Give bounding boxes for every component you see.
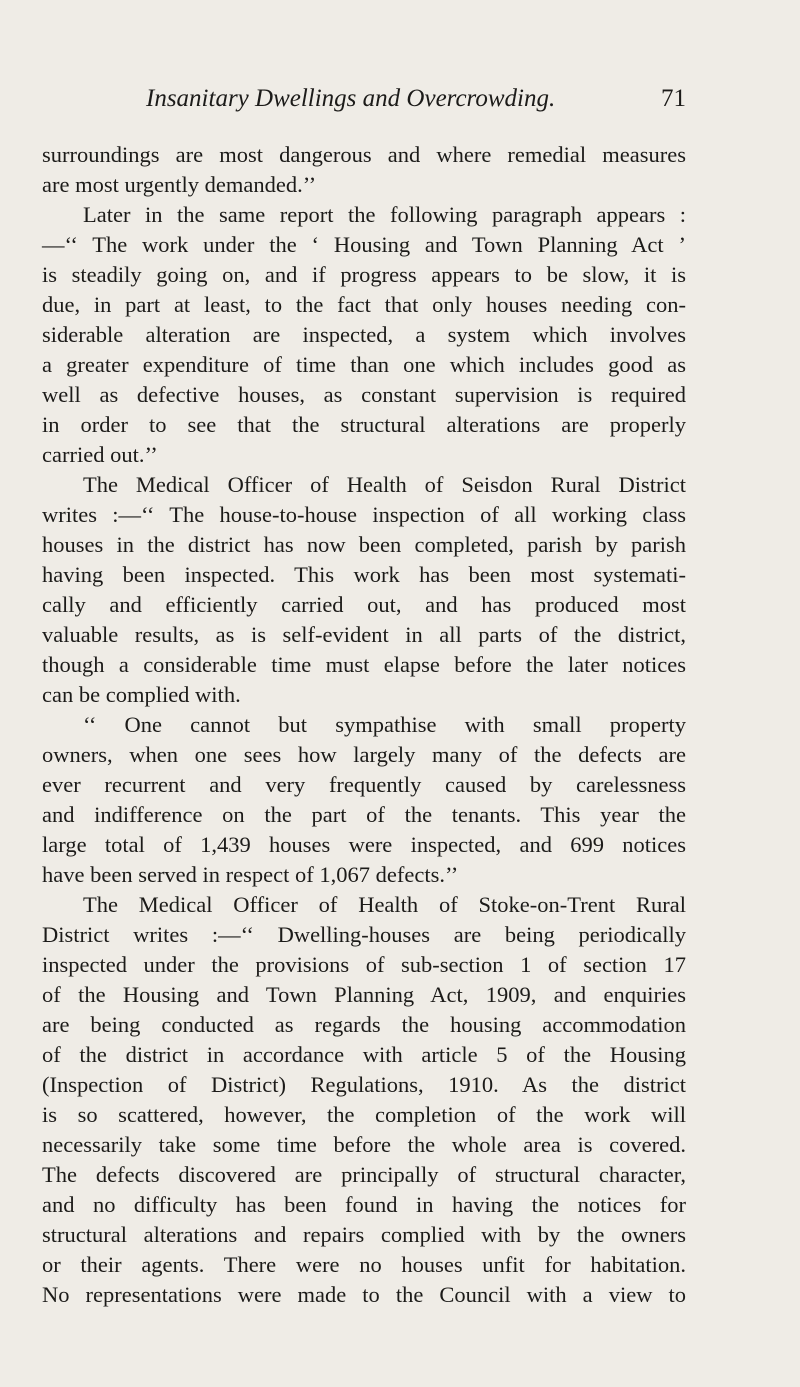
text-line: Later in the same report the following paragraph appears : — [83, 202, 686, 227]
text-line: ever recurrent and very frequently caused by carelessness — [42, 772, 686, 797]
text-line: are most urgently demanded.’’ — [42, 172, 317, 197]
text-line: though a considerable time must elapse before the later notices — [42, 652, 686, 677]
text-line: is steadily going on, and if progress appears to be slow, it is — [42, 262, 686, 287]
text-line: The Medical Officer of Health of Seisdon Rural District — [83, 472, 686, 497]
body-text — [42, 140, 686, 1310]
text-line: —‘‘ The work under the ‘ Housing and Town Planning Act ’ — [42, 232, 686, 257]
text-line: and indifference on the part of the tenants. This year the — [42, 802, 686, 827]
text-line: (Inspection of District) Regulations, 1910. As the district — [42, 1072, 686, 1097]
text-line: District writes :—‘‘ Dwelling-houses are being periodically — [42, 922, 686, 947]
text-line: siderable alteration are inspected, a system which involves — [42, 322, 686, 347]
text-line: The Medical Officer of Health of Stoke-on-Trent Rural — [83, 892, 686, 917]
text-line: or their agents. There were no houses unfit for habitation. — [42, 1252, 686, 1277]
text-line: having been inspected. This work has been most systemati- — [42, 562, 686, 587]
text-line: of the district in accordance with article 5 of the Housing — [42, 1042, 686, 1067]
text-line: carried out.’’ — [42, 442, 158, 467]
text-line: is so scattered, however, the completion of the work will — [42, 1102, 686, 1127]
text-line: inspected under the provisions of sub-section 1 of section 17 — [42, 952, 686, 977]
text-line: of the Housing and Town Planning Act, 1909, and enquiries — [42, 982, 686, 1007]
running-title: Insanitary Dwellings and Overcrowding. — [146, 85, 556, 112]
text-line: have been served in respect of 1,067 defects.’’ — [42, 862, 459, 887]
text-line: No representations were made to the Council with a view to — [42, 1282, 686, 1307]
text-line: and no difficulty has been found in having the notices for — [42, 1192, 686, 1217]
text-line: can be complied with. — [42, 682, 241, 707]
text-line: houses in the district has now been completed, parish by parish — [42, 532, 686, 557]
text-line: writes :—‘‘ The house-to-house inspection of all working class — [42, 502, 686, 527]
text-line: well as defective houses, as constant supervision is required — [42, 382, 686, 407]
page-number: 71 — [661, 85, 686, 112]
text-line: a greater expenditure of time than one which includes good as — [42, 352, 686, 377]
text-line: due, in part at least, to the fact that only houses needing con- — [42, 292, 686, 317]
text-line: large total of 1,439 houses were inspected, and 699 notices — [42, 832, 686, 857]
text-line: in order to see that the structural alterations are properly — [42, 412, 686, 437]
text-line: The defects discovered are principally of structural character, — [42, 1162, 686, 1187]
text-line: necessarily take some time before the whole area is covered. — [42, 1132, 686, 1157]
text-line: structural alterations and repairs complied with by the owners — [42, 1222, 686, 1247]
text-line: valuable results, as is self-evident in all parts of the district, — [42, 622, 686, 647]
text-line: surroundings are most dangerous and where remedial measures — [42, 142, 686, 167]
text-line: ‘‘ One cannot but sympathise with small property — [83, 712, 686, 737]
text-line: cally and efficiently carried out, and has produced most — [42, 592, 686, 617]
text-line: are being conducted as regards the housing accommodation — [42, 1012, 686, 1037]
text-line: owners, when one sees how largely many of the defects are — [42, 742, 686, 767]
